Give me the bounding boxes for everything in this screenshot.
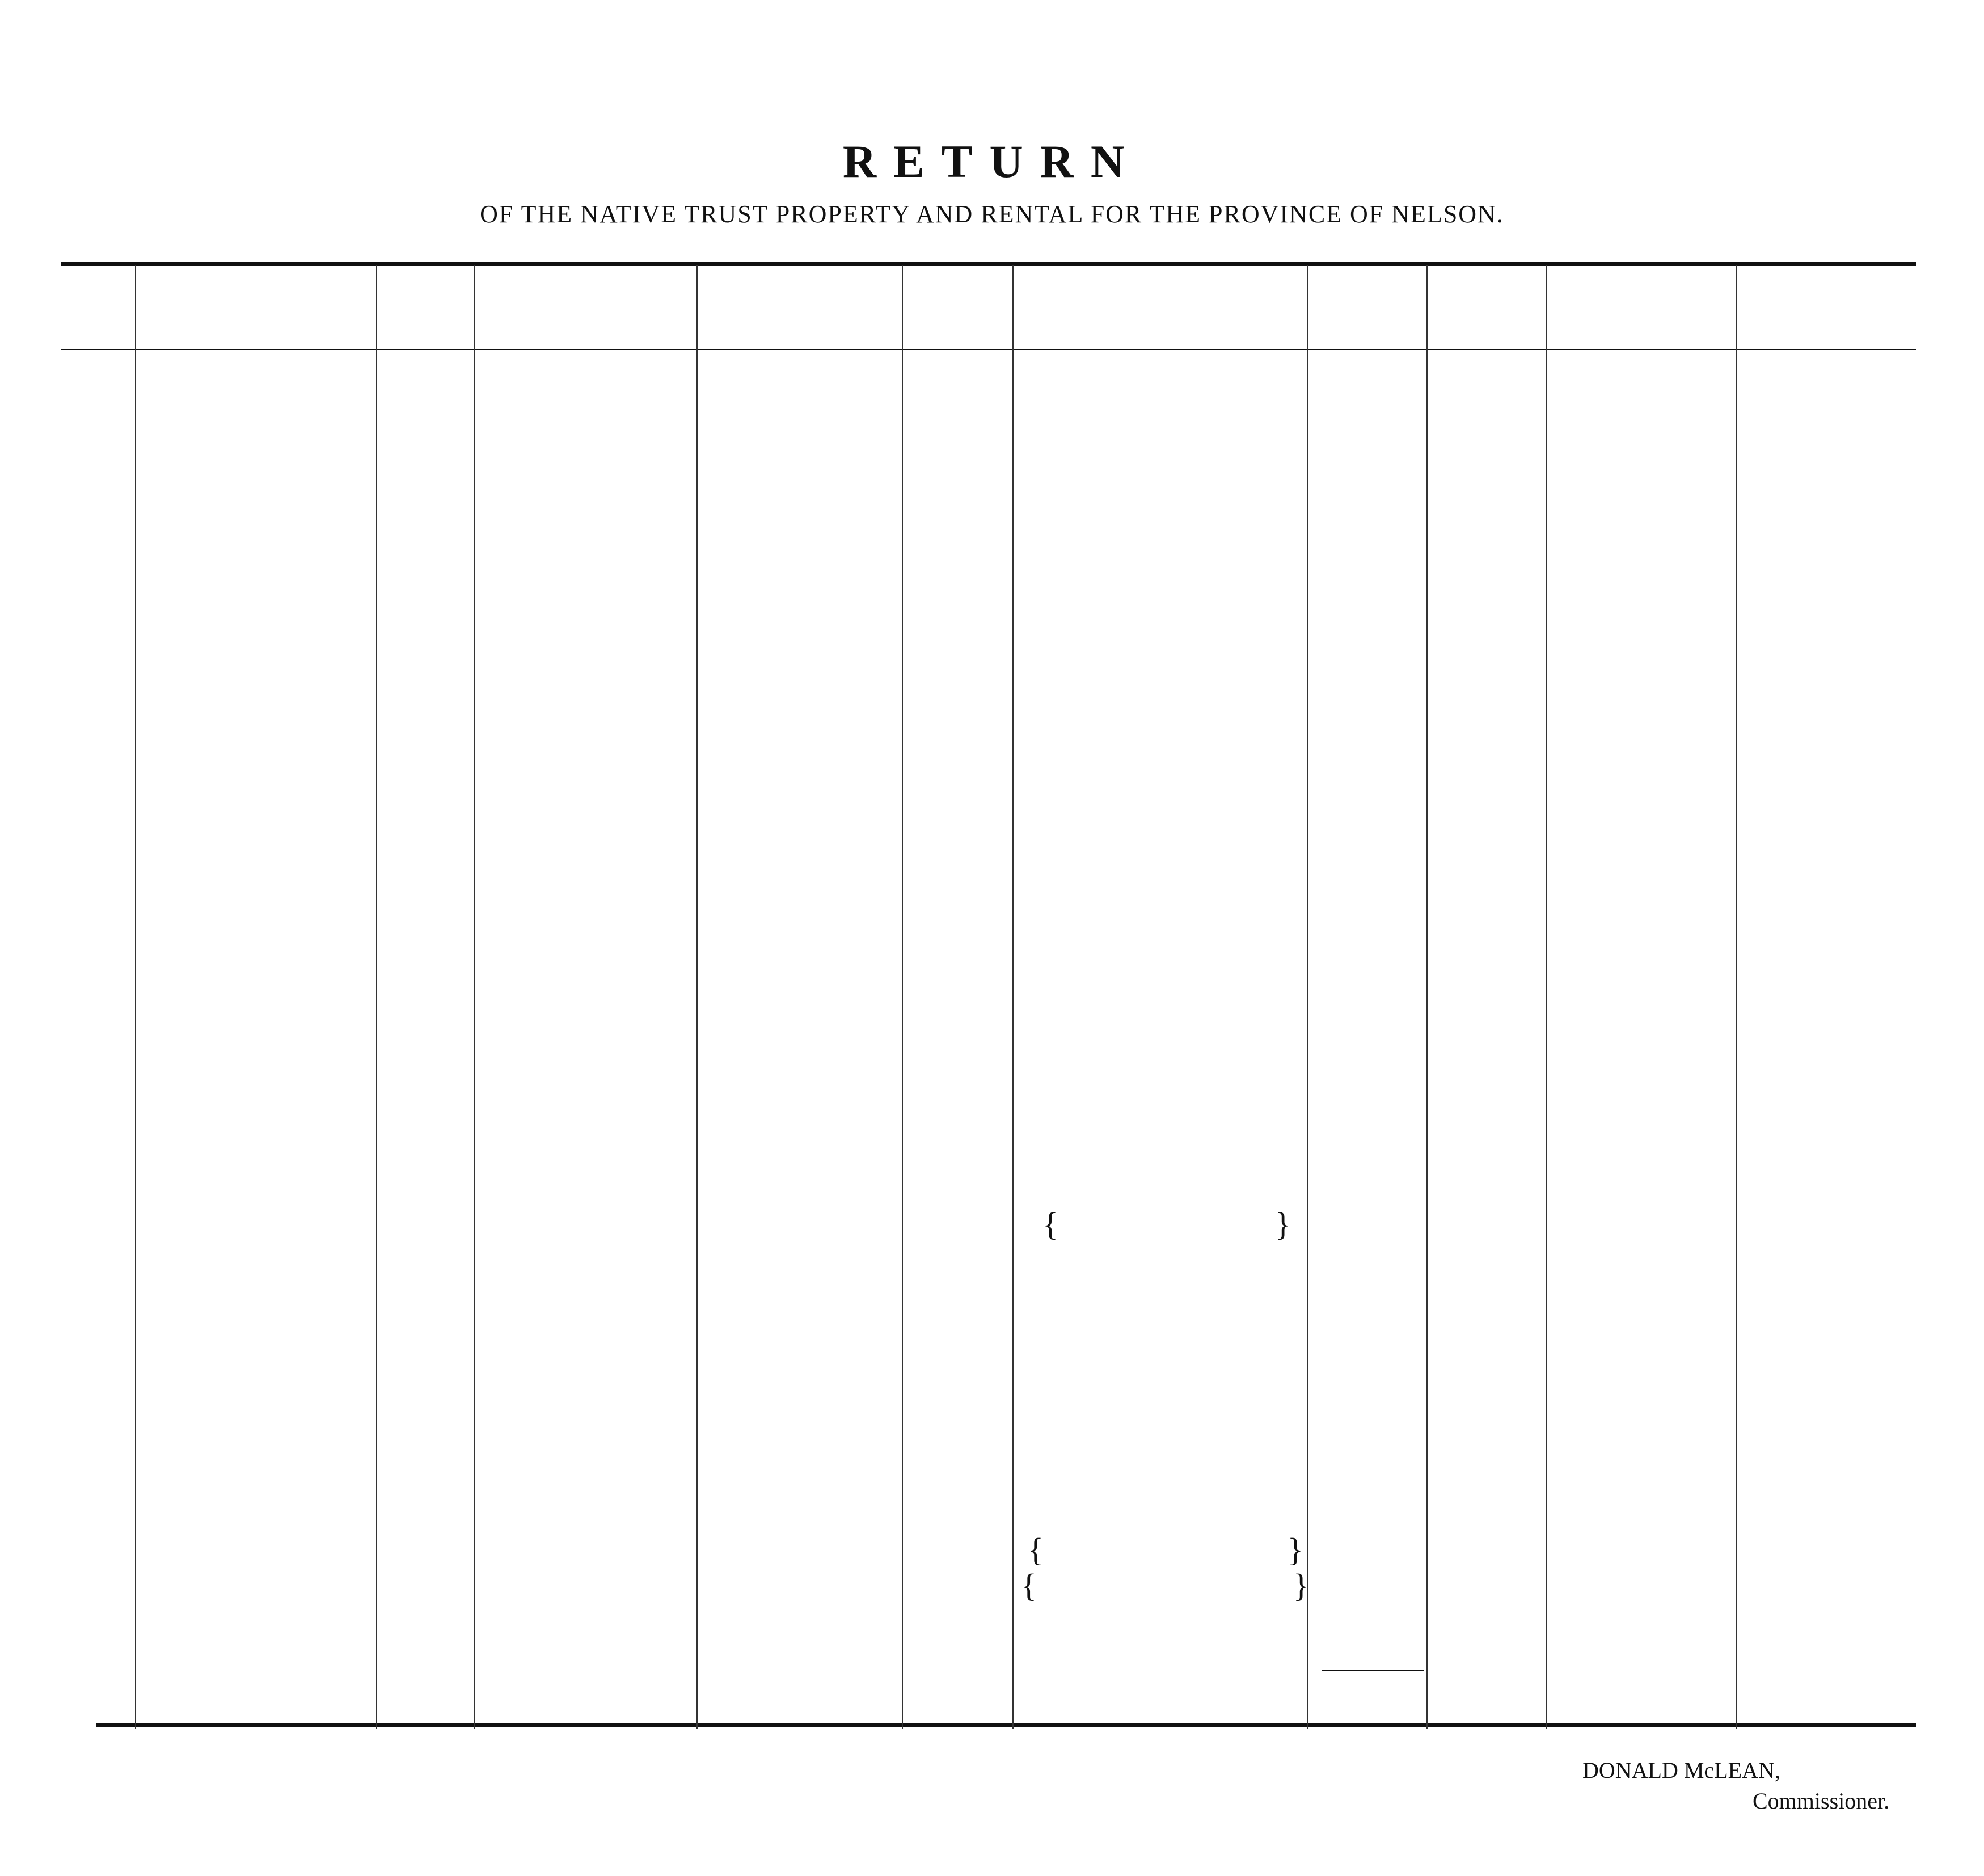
document-title: RETURN (842, 136, 1142, 187)
right-brace: } (1275, 1206, 1291, 1243)
column-divider (135, 265, 136, 1729)
right-brace: } (1288, 1531, 1303, 1569)
column-divider (1307, 265, 1308, 1729)
table-top-rule (61, 262, 1916, 266)
left-brace: { (1028, 1531, 1044, 1569)
commissioner-title: Commissioner. (1753, 1788, 1890, 1814)
column-divider (902, 265, 903, 1729)
column-divider (1546, 265, 1547, 1729)
left-brace: { (1042, 1206, 1058, 1243)
column-divider (696, 265, 698, 1729)
column-divider (1426, 265, 1428, 1729)
left-brace: { (1021, 1566, 1037, 1604)
right-brace: } (1293, 1566, 1309, 1604)
table-bottom-rule (96, 1723, 1916, 1727)
column-divider (474, 265, 475, 1729)
column-divider (376, 265, 377, 1729)
column-divider (1012, 265, 1014, 1729)
document-subtitle: OF THE NATIVE TRUST PROPERTY AND RENTAL FOR THE PROVINCE OF NELSON. (480, 200, 1504, 228)
total-rule (1322, 1670, 1424, 1671)
column-divider (1736, 265, 1737, 1729)
header-bottom-rule (61, 349, 1916, 350)
commissioner-name: DONALD McLEAN, (1582, 1757, 1780, 1783)
